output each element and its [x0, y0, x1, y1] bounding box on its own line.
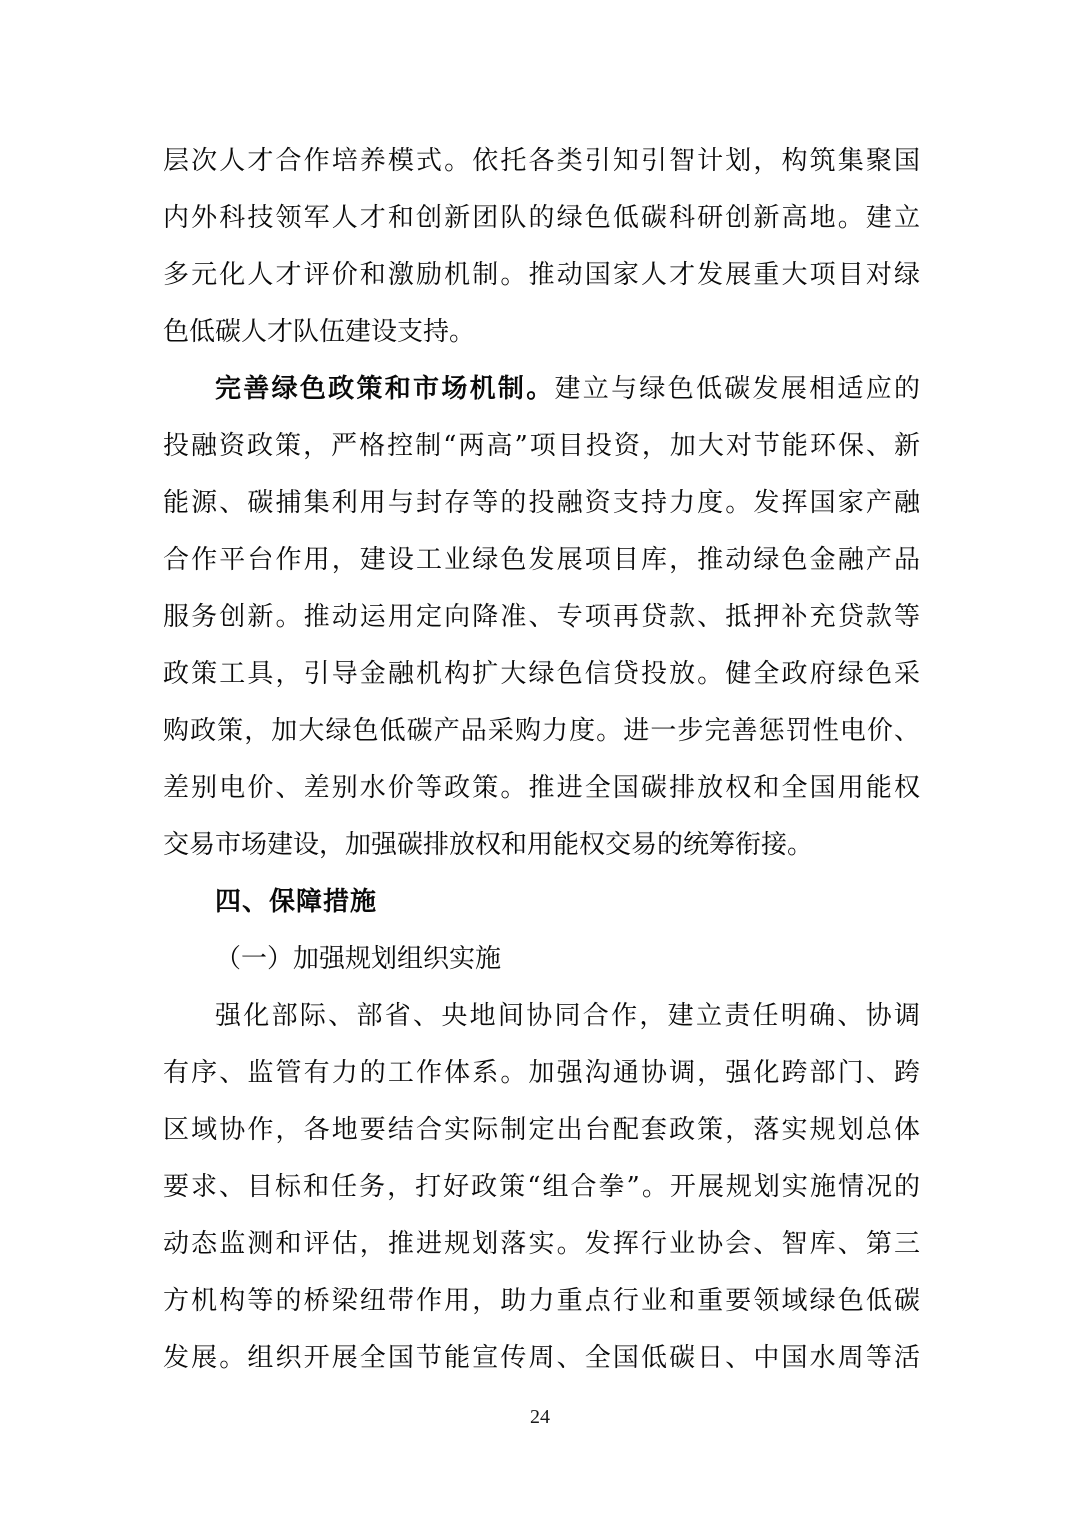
page-number: 24 — [530, 1406, 550, 1428]
body-line: 发展。组织开展全国节能宣传周、全国低碳日、中国水周等活 — [163, 1343, 920, 1373]
body-line: 购政策，加大绿色低碳产品采购力度。进一步完善惩罚性电价、 — [163, 716, 920, 746]
body-line: 要求、目标和任务，打好政策“组合拳”。开展规划实施情况的 — [163, 1172, 920, 1202]
body-line: 区域协作，各地要结合实际制定出台配套政策，落实规划总体 — [163, 1115, 920, 1145]
document-body — [163, 133, 920, 1387]
body-line: 方机构等的桥梁纽带作用，助力重点行业和重要领域绿色低碳 — [163, 1286, 920, 1316]
body-line: 内外科技领军人才和创新团队的绿色低碳科研创新高地。建立 — [163, 203, 920, 233]
body-line: 差别电价、差别水价等政策。推进全国碳排放权和全国用能权 — [163, 773, 920, 803]
body-line: 多元化人才评价和激励机制。推动国家人才发展重大项目对绿 — [163, 260, 920, 290]
body-line: 投融资政策，严格控制“两高”项目投资，加大对节能环保、新 — [163, 431, 920, 461]
body-line: 合作平台作用，建设工业绿色发展项目库，推动绿色金融产品 — [163, 545, 920, 575]
body-line: 层次人才合作培养模式。依托各类引知引智计划，构筑集聚国 — [163, 146, 920, 176]
bold-lead-text: 完善绿色政策和市场机制。 — [215, 374, 555, 404]
body-line-with-bold-lead — [163, 361, 920, 418]
subsection-heading: （一）加强规划组织实施 — [215, 944, 502, 974]
section-heading: 四、保障措施 — [215, 887, 378, 917]
body-line: 动态监测和评估，推进规划落实。发挥行业协会、智库、第三 — [163, 1229, 920, 1259]
body-line: 政策工具，引导金融机构扩大绿色信贷投放。健全政府绿色采 — [163, 659, 920, 689]
body-line: 有序、监管有力的工作体系。加强沟通协调，强化跨部门、跨 — [163, 1058, 920, 1088]
body-line: 强化部际、部省、央地间协同合作，建立责任明确、协调 — [215, 1001, 920, 1031]
body-line: 能源、碳捕集利用与封存等的投融资支持力度。发挥国家产融 — [163, 488, 920, 518]
body-line: 色低碳人才队伍建设支持。 — [163, 317, 476, 347]
body-text: 建立与绿色低碳发展相适应的 — [554, 374, 920, 404]
body-line: 服务创新。推动运用定向降准、专项再贷款、抵押补充贷款等 — [163, 602, 920, 632]
body-line: 交易市场建设，加强碳排放权和用能权交易的统筹衔接。 — [163, 830, 814, 860]
